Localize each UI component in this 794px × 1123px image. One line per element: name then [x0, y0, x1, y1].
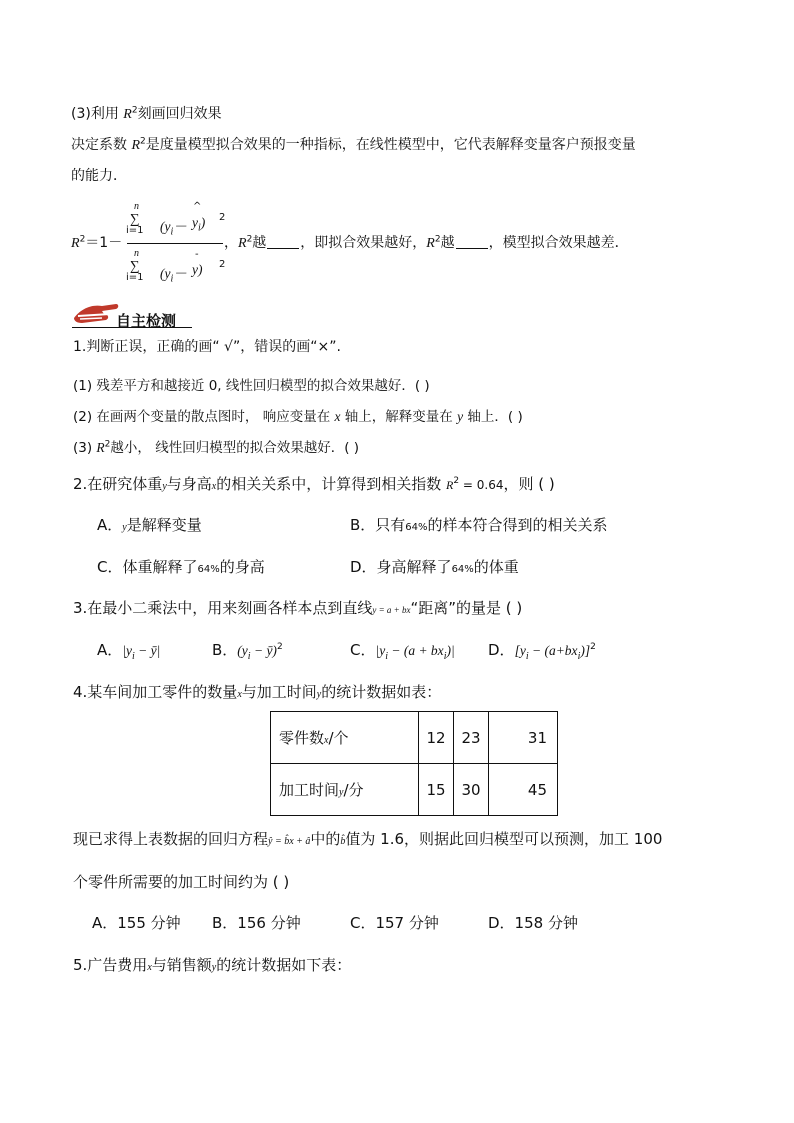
table-row-label: 加工时间y/分 [271, 764, 419, 816]
table-cell: 15 [419, 764, 454, 816]
table-cell: 45 [489, 764, 558, 816]
table-cell: 30 [454, 764, 489, 816]
q3-option-c[interactable]: C．$|y_i - (a + bx_i)|$ [350, 641, 455, 662]
q2-option-a[interactable]: A．y是解释变量 [97, 516, 202, 534]
q3-stem: 3.在最小二乘法中，用来刻画各样本点到直线y = a + bx“距离”的量是 ( ) [73, 599, 523, 617]
q4-line-2: 现已求得上表数据的回归方程ŷ = b̂x + â中的b̂值为 1.6，则据此回归模型可以预测，加工 100 [73, 830, 663, 848]
q2-option-b[interactable]: B．只有64%的样本符合得到的相关关系 [350, 516, 608, 534]
section-3-line-1: 决定系数 $R^2$是度量模型拟合效果的一种指标，在线性模型中，它代表解释变量客户预报变量 [71, 136, 636, 153]
q2-option-c[interactable]: C．体重解释了64%的身高 [97, 558, 265, 576]
q4-option-d[interactable]: D．158 分钟 [488, 914, 578, 932]
answer-blank-1[interactable] [267, 234, 299, 249]
q1-item-1: (1) 残差平方和越接近 0, 线性回归模型的拟合效果越好．( ) [73, 378, 430, 394]
q4-option-a[interactable]: A．155 分钟 [92, 914, 181, 932]
q3-option-b[interactable]: B．($y_i$ − ȳ)$^2$ [212, 641, 283, 662]
q4-data-table [270, 711, 558, 816]
table-cell: 12 [419, 712, 454, 764]
answer-blank-2[interactable] [456, 234, 488, 249]
hand-pointing-icon [72, 296, 120, 326]
q3-option-a[interactable]: A．$|y_i$ − ȳ| [97, 641, 161, 662]
q2-stem: 2.在研究体重y与身高x的相关关系中，计算得到相关指数 $R^2 = 0.64$，则 ( ) [73, 475, 555, 493]
q4-option-b[interactable]: B．156 分钟 [212, 914, 301, 932]
table-row [271, 764, 558, 816]
fraction-bar [127, 243, 223, 244]
heading-underline [72, 327, 192, 328]
table-cell: 23 [454, 712, 489, 764]
q3-option-d[interactable]: D．$[y_i - (a+bx_i)]^2$ [488, 641, 596, 662]
table-row [271, 712, 558, 764]
section-3-line-2: 的能力． [71, 168, 127, 184]
q1-stem: 1.判断正误，正确的画“ √”，错误的画“×”. [73, 339, 341, 355]
q4-stem: 4.某车间加工零件的数量x与加工时间y的统计数据如表： [73, 683, 442, 701]
q5-stem: 5.广告费用x与销售额y的统计数据如下表： [73, 956, 352, 974]
q4-option-c[interactable]: C．157 分钟 [350, 914, 439, 932]
self-check-title: 自主检测 [116, 312, 177, 330]
q4-line-3: 个零件所需要的加工时间约为 ( ) [73, 873, 290, 891]
table-row-label: 零件数x/个 [271, 712, 419, 764]
section-3-heading: (3)利用 $R^2$刻画回归效果 [71, 105, 222, 122]
q1-item-2: (2) 在画两个变量的散点图时， 响应变量在 x 轴上，解释变量在 y 轴上．( ) [73, 409, 523, 425]
q1-item-3: (3) $R^2$越小， 线性回归模型的拟合效果越好．( ) [73, 439, 360, 456]
table-cell: 31 [489, 712, 558, 764]
q2-option-d[interactable]: D．身高解释了64%的体重 [350, 558, 519, 576]
